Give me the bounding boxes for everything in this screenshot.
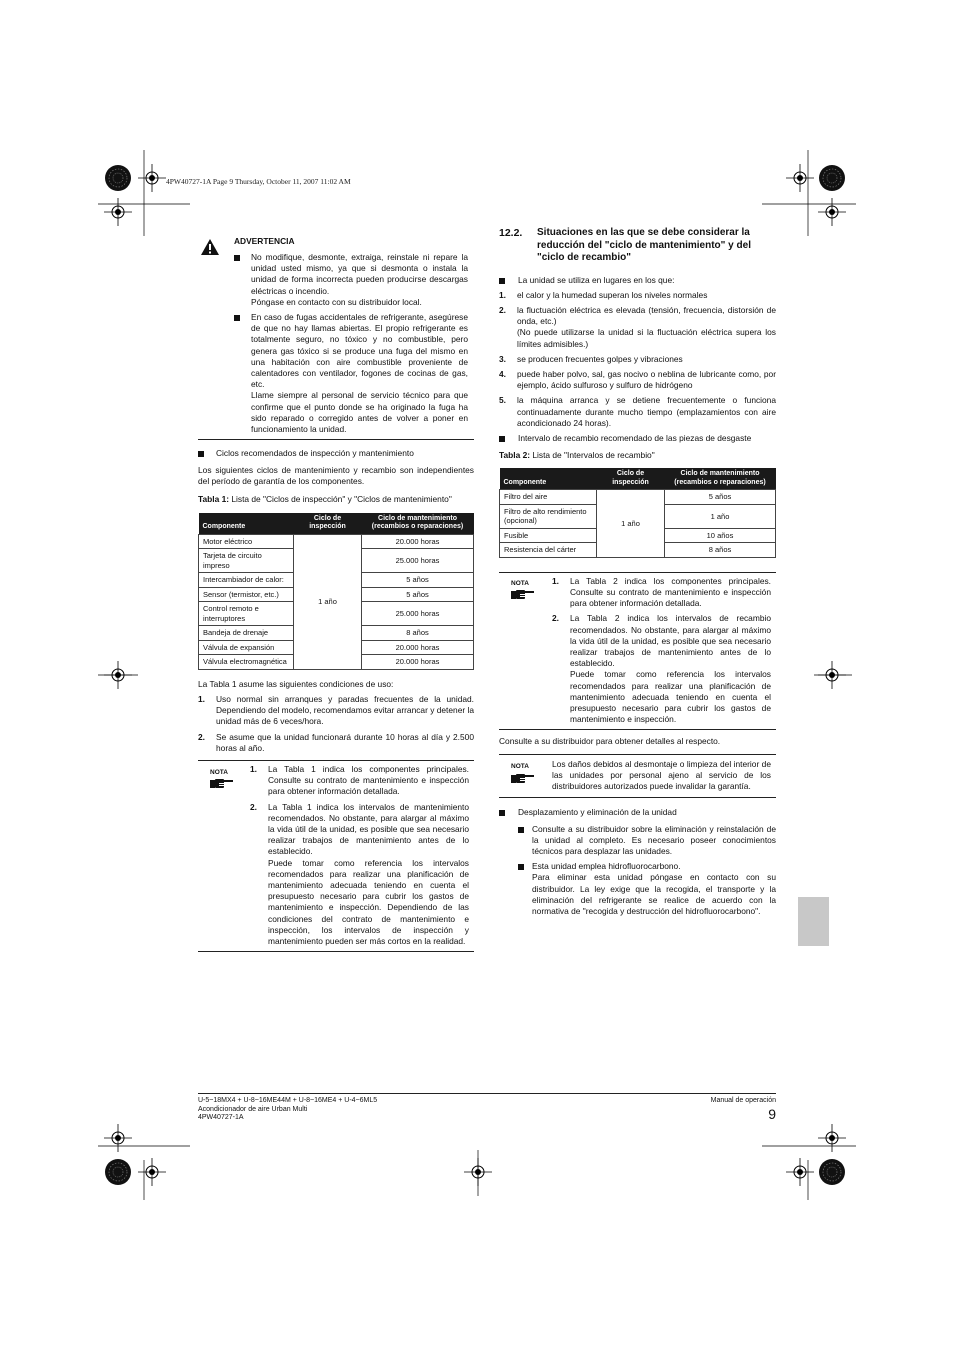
list-number: 2. [250,801,257,812]
list-item [518,861,776,917]
list-text [570,613,771,725]
list-number: 3. [499,353,506,364]
cycles-intro: Los siguientes ciclos de mantenimiento y recambio son independientes del período de garantía de los componentes. [198,465,474,487]
moving-bullet-text: Desplazamiento y eliminación de la unidad [518,807,677,818]
list-text-extra: Puede tomar como referencia los intervalos recomendados para realizar una planificación de mantenimiento adecuada teniendo en cuenta el presupuesto necesario para cubrir los gastos de mantenimiento e inspección. [570,669,771,725]
list-item [499,305,776,350]
cycles-bullet [198,448,474,459]
places-list [499,290,776,429]
warning-item-text: No modifique, desmonte, extraiga, reinstale ni repare la unidad usted mismo, ya que si desmonta o instala la unidad de forma incorrecta pueden producirse descargas eléctricas o incendio. [251,252,468,296]
table-cell-maintenance: 10 años [665,528,776,543]
table-cell-component: Válvula electromagnética [199,655,294,670]
list-item [518,824,776,858]
table1 [198,513,474,670]
table-cell-maintenance: 5 años [665,490,776,505]
note-box [499,754,776,799]
list-text [517,305,776,350]
table-cell-component: Control remoto e interruptores [199,602,294,626]
list-text: Se asume que la unidad funcionará durante 10 horas al día y 2.500 horas al año. [216,731,474,753]
section-heading [499,227,776,265]
table-cell-maintenance: 20.000 horas [362,534,474,549]
table2-header-inspection: Ciclo de inspección [597,468,665,490]
table1-header-maintenance: Ciclo de mantenimiento (recambios o reparaciones) [362,513,474,535]
list-item [499,354,776,365]
list-text-extra: (No puede utilizarse la unidad si la fluctuación eléctrica supera los límites admisibles.) [517,327,776,349]
table-cell-maintenance: 5 años [362,587,474,602]
list-number: 2. [198,731,205,742]
table-cell-component: Sensor (termistor, etc.) [199,587,294,602]
places-bullet [499,275,776,286]
warning-item-extra: Llame siempre al personal de servicio técnico para que confirme que el punto donde se ha originado la fuga ha sido reparado o corregido antes de volver a poner en funcionamiento la unidad. [251,390,468,435]
conditions-intro: La Tabla 1 asume las siguientes condiciones de uso: [198,678,394,689]
list-number: 1. [499,289,506,300]
table1-caption-text: Lista de "Ciclos de inspección" y "Ciclos de mantenimiento" [231,493,452,504]
list-item [499,395,776,429]
list-text: Consulte a su distribuidor sobre la eliminación y reinstalación de la unidad al completo. Es necesario poseer conocimientos técnicos para desplazar las unidades. [532,823,776,856]
divider [198,439,474,440]
pointing-hand-icon [511,772,535,784]
list-item [499,290,776,301]
table1-header-component: Componente [199,513,294,535]
right-column [499,227,776,917]
table-cell-maintenance: 5 años [362,573,474,588]
table2 [499,468,776,558]
list-item [250,802,469,948]
list-number: 2. [552,613,559,624]
page-number: 9 [768,1105,776,1122]
footer-divider [198,1093,776,1094]
note-label: NOTA [511,579,529,587]
list-number: 1. [552,575,559,586]
list-item [552,613,771,725]
table-cell-component: Fusible [500,528,597,543]
warning-list [234,252,468,435]
note-list [552,576,771,726]
list-number: 2. [499,304,506,315]
table2-caption-label: Tabla 2: [499,450,531,461]
list-number: 1. [250,764,257,775]
note-label: NOTA [210,769,228,777]
list-text-main: La Tabla 1 indica los intervalos de mantenimiento recomendados. No obstante, para alargar al máximo la vida útil de la unidad, es posible que sea necesario realizar trabajos de mantenimiento antes de lo establecido. [268,801,469,857]
table-cell-component: Filtro de alto rendimiento (opcional) [500,504,597,528]
places-bullet-text: La unidad se utiliza en lugares en los que: [518,274,675,285]
table-cell-component: Intercambiador de calor: [199,573,294,588]
list-text: puede haber polvo, sal, gas nocivo o neblina de lubricante como, por ejemplo, ácido sulfuroso y sulfuro de hidrógeno [517,368,776,391]
table2-header-component: Componente [500,468,597,490]
list-text: La Tabla 2 indica los componentes principales. Consulte su contrato de mantenimiento e inspección para obtener información detallada. [570,575,771,609]
interval-bullet [499,433,776,444]
table1-caption-label: Tabla 1: [198,493,230,504]
footer-right [711,1097,776,1122]
footer-left [198,1097,377,1123]
list-text-main: la fluctuación eléctrica es elevada (tensión, frecuencia, distorsión de onda, etc.) [517,304,776,327]
table-cell-component: Filtro del aire [500,490,597,505]
list-text: La Tabla 1 indica los componentes principales. Consulte su contrato de mantenimiento e inspección para obtener información detallada. [268,764,469,797]
list-text: el calor y la humedad superan los niveles normales [517,289,708,300]
table-cell-component: Motor eléctrico [199,534,294,549]
note-text: Los daños debidos al desmontaje o limpieza del interior de las unidades por personal ajeno al servicio de los distribuidores autorizados puede invalidar la garantía. [552,758,771,792]
pointing-hand-icon [210,777,234,789]
side-tab [798,897,829,946]
list-item [499,369,776,391]
table-cell-component: Tarjeta de circuito impreso [199,549,294,573]
cycles-bullet-text: Ciclos recomendados de inspección y mantenimiento [216,448,414,458]
table1-caption [198,494,474,505]
footer-models: U-5~18MX4 + U-8~16ME44M + U-8~16ME4 + U-4~6ML5 [198,1097,378,1104]
warning-item-text: En caso de fugas accidentales de refrigerante, asegúrese de que no hay llamas abiertas. El propio refrigerante es totalmente seguro, no tóxico y no combustible, pero genera gas tóxico si se produce una fuga del mismo en una habitación con aire combustible proveniente de calentadores con ventilador, fogones de cocinas de gas, etc. [251,312,468,390]
note-box [499,572,776,731]
list-number: 5. [499,395,506,406]
table-cell-maintenance: 1 año [665,504,776,528]
note-list [250,764,469,947]
note-label: NOTA [511,762,529,770]
table-cell-maintenance: 8 años [665,543,776,558]
list-item [198,732,474,754]
pointing-hand-icon [511,588,535,600]
list-item [198,694,474,728]
conditions-list [198,694,474,754]
warning-block [198,236,474,440]
table-cell-maintenance: 25.000 horas [362,602,474,626]
table-cell-component: Bandeja de drenaje [199,626,294,641]
list-number: 1. [198,694,205,705]
table-cell-component: Válvula de expansión [199,640,294,655]
section-title: Situaciones en las que se debe considerar la reducción del "ciclo de mantenimiento" y del "ciclo de recambio" [537,227,751,263]
table-cell-maintenance: 8 años [362,626,474,641]
list-text: la máquina arranca y se detiene frecuentemente o funciona continuadamente durante mucho tiempo (emplazamientos con aire acondicionado 24 horas). [517,395,776,428]
section-number: 12.2. [499,227,523,239]
table-cell-inspection: 1 año [294,534,362,669]
list-text [268,802,469,948]
list-text: se producen frecuentes golpes y vibraciones [517,353,683,364]
list-number: 4. [499,368,506,379]
note-box [198,760,474,952]
list-item [552,576,771,610]
table-row [500,490,776,505]
warning-item [234,312,468,435]
table2-caption [499,450,776,461]
moving-list [518,824,776,918]
table-cell-maintenance: 25.000 horas [362,549,474,573]
table-cell-maintenance: 20.000 horas [362,655,474,670]
left-column [198,236,474,952]
warning-item [234,252,468,308]
footer-code: 4PW40727-1A [198,1114,244,1121]
list-text-main: Esta unidad emplea hidrofluorocarbono. [532,861,681,872]
table-row [199,534,474,549]
table-cell-inspection: 1 año [597,490,665,558]
table1-header-inspection: Ciclo de inspección [294,513,362,535]
table2-caption-text: Lista de "Intervalos de recambio" [532,450,655,461]
footer-manual: Manual de operación [710,1097,776,1104]
list-item [250,764,469,798]
list-text-main: La Tabla 2 indica los intervalos de recambio recomendados. No obstante, para alargar al máximo la vida útil de la unidad, es posible que sea necesario realizar trabajos de mantenimiento antes de lo establecido. [570,613,771,669]
moving-bullet [499,807,776,818]
table-cell-component: Resistencia del cárter [500,543,597,558]
list-text-extra: Puede tomar como referencia los intervalos recomendados para realizar una planificación de mantenimiento adecuada teniendo en cuenta el presupuesto necesario para cubrir los gastos de mantenimiento e inspección. Dependiendo de las condiciones del contrato de mantenimiento e inspección, los intervalos de inspección y mantenimiento pueden ser más cortos en la realidad. [268,857,469,947]
table2-header-maintenance: Ciclo de mantenimiento (recambios o reparaciones) [665,468,776,490]
list-text-extra: Para eliminar esta unidad póngase en contacto con su distribuidor. La ley exige que la recogida, el transporte y la eliminación del refrigerante se realice de acuerdo con la normativa de "recogida y destrucción del hidrofluorocarbono". [532,872,776,916]
warning-triangle-icon [200,238,220,256]
consult-text: Consulte a su distribuidor para obtener detalles al respecto. [499,736,721,747]
interval-bullet-text: Intervalo de recambio recomendado de las piezas de desgaste [518,432,752,443]
print-header: 4PW40727-1A Page 9 Thursday, October 11, 2007 11:02 AM [166,177,351,186]
footer-product: Acondicionador de aire Urban Multi [198,1105,308,1113]
list-text [532,861,776,917]
list-text: Uso normal sin arranques y paradas frecuentes de la unidad. Dependiendo del modelo, recomendamos evitar arrancar y detener la unidad más de 6 veces/hora. [216,694,474,727]
table-cell-maintenance: 20.000 horas [362,640,474,655]
warning-item-extra: Póngase en contacto con su distribuidor local. [251,296,422,307]
warning-title: ADVERTENCIA [234,236,295,246]
